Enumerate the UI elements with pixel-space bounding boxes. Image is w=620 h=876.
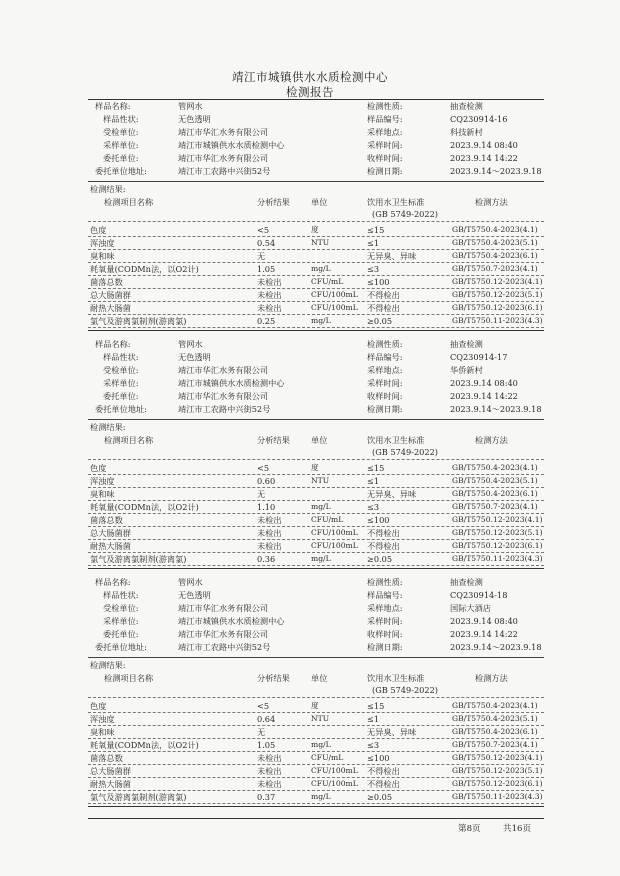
value-sampling-place: 国际大酒店 — [450, 603, 491, 613]
cell-result: 1.10 — [257, 502, 276, 512]
label-sampling-time: 采样时间: — [367, 378, 403, 388]
org-title: 靖江市城镇供水水质检测中心 — [232, 70, 388, 84]
cell-unit: CFU/100mL — [311, 303, 358, 312]
cell-unit: CFU/mL — [311, 753, 344, 762]
cell-standard: ≤1 — [367, 238, 380, 248]
row-rule — [88, 275, 544, 276]
label-sampling-place: 采样地点: — [367, 127, 403, 137]
cell-method: GB/T5750.11-2023(4.3) — [452, 792, 543, 801]
label-sampling-time: 采样时间: — [367, 140, 403, 150]
value-sampling-time: 2023.9.14 08:40 — [450, 140, 518, 150]
cell-unit: mg/L — [311, 502, 331, 511]
cell-unit: CFU/mL — [311, 277, 344, 286]
value-sampling-place: 科技新村 — [450, 127, 483, 137]
cell-method: GB/T5750.7-2023(4.1) — [452, 740, 538, 749]
cell-unit: 度 — [311, 701, 319, 710]
value-sampling-unit: 靖江市城镇供水水质检测中心 — [178, 616, 285, 626]
row-rule — [88, 314, 544, 315]
label-client-unit: 受检单位: — [103, 365, 139, 375]
section-end-rule — [88, 330, 544, 331]
value-test-nature: 抽查检测 — [450, 101, 483, 111]
col-header-result: 分析结果 — [257, 435, 290, 445]
label-test-date: 检测日期: — [367, 166, 403, 176]
col-header-item: 检测项目名称 — [104, 197, 154, 207]
section-end-rule — [88, 806, 544, 807]
cell-standard: ≤100 — [367, 515, 390, 525]
label-test-nature: 检测性质: — [367, 339, 403, 349]
cell-method: GB/T5750.4-2023(5.1) — [452, 476, 538, 485]
col-header-method: 检测方法 — [475, 673, 508, 683]
cell-result: 0.36 — [257, 554, 276, 564]
row-rule — [88, 487, 544, 488]
cell-result: <5 — [257, 463, 270, 473]
label-sampling-unit: 采样单位: — [103, 616, 139, 626]
cell-standard: ≤1 — [367, 476, 380, 486]
col-header-standard: 饮用水卫生标准 — [367, 197, 425, 207]
cell-result: 未检出 — [257, 290, 282, 300]
cell-method: GB/T5750.12-2023(6.1) — [452, 779, 543, 788]
cell-standard: 不得检出 — [367, 766, 400, 776]
cell-unit: CFU/100mL — [311, 766, 358, 775]
results-label: 检测结果: — [90, 660, 126, 670]
col-header-standard: 饮用水卫生标准 — [367, 435, 425, 445]
col-header-unit: 单位 — [311, 197, 328, 207]
cell-item: 臭和味 — [90, 251, 115, 261]
cell-item: 耗氧量(CODMn法，以O2计) — [90, 740, 199, 750]
value-sample-name: 管网水 — [178, 101, 203, 111]
col-header-standard-sub: (GB 5749-2022) — [372, 209, 438, 219]
label-entrust-address: 委托单位地址: — [95, 642, 147, 652]
cell-unit: 度 — [311, 463, 319, 472]
page-number: 第8页 — [458, 824, 481, 834]
row-rule — [88, 777, 544, 778]
col-header-method: 检测方法 — [475, 435, 508, 445]
cell-item: 浑浊度 — [90, 476, 115, 486]
cell-standard: 无异臭、异味 — [367, 251, 417, 261]
cell-result: 无 — [257, 251, 266, 261]
cell-unit: mg/L — [311, 554, 331, 563]
report-title: 检测报告 — [286, 85, 334, 99]
label-sample-property: 样品性状: — [103, 114, 139, 124]
cell-item: 氯气及游离氯制剂(游离氯) — [90, 316, 187, 326]
value-test-nature: 抽查检测 — [450, 339, 483, 349]
cell-result: 未检出 — [257, 277, 282, 287]
label-sampling-place: 采样地点: — [367, 365, 403, 375]
label-test-date: 检测日期: — [367, 404, 403, 414]
value-client-unit: 靖江市华汇水务有限公司 — [178, 365, 269, 375]
col-header-standard-sub: (GB 5749-2022) — [372, 685, 438, 695]
cell-unit: CFU/100mL — [311, 290, 358, 299]
cell-standard: 不得检出 — [367, 541, 400, 551]
cell-standard: 不得检出 — [367, 528, 400, 538]
cell-result: <5 — [257, 225, 270, 235]
cell-item: 总大肠菌群 — [90, 290, 131, 300]
cell-result: 0.37 — [257, 792, 276, 802]
value-receive-time: 2023.9.14 14:22 — [450, 629, 518, 639]
cell-standard: ≤100 — [367, 277, 390, 287]
cell-unit: CFU/100mL — [311, 779, 358, 788]
cell-result: 0.60 — [257, 476, 276, 486]
cell-method: GB/T5750.4-2023(4.1) — [452, 463, 538, 472]
label-sample-name: 样品名称: — [95, 101, 131, 111]
cell-result: 0.54 — [257, 238, 276, 248]
cell-method: GB/T5750.4-2023(6.1) — [452, 727, 538, 736]
cell-method: GB/T5750.4-2023(6.1) — [452, 251, 538, 260]
cell-method: GB/T5750.12-2023(6.1) — [452, 541, 543, 550]
cell-item: 菌落总数 — [90, 753, 123, 763]
cell-standard: ≥0.05 — [367, 554, 393, 564]
cell-result: 未检出 — [257, 528, 282, 538]
row-rule — [88, 565, 544, 566]
label-sample-no: 样品编号: — [367, 114, 403, 124]
label-test-nature: 检测性质: — [367, 101, 403, 111]
col-header-result: 分析结果 — [257, 197, 290, 207]
col-header-standard-sub: (GB 5749-2022) — [372, 447, 438, 457]
cell-method: GB/T5750.4-2023(5.1) — [452, 238, 538, 247]
cell-method: GB/T5750.12-2023(4.1) — [452, 515, 543, 524]
value-entrust-unit: 靖江市华汇水务有限公司 — [178, 629, 269, 639]
row-rule — [88, 751, 544, 752]
value-sample-no: CQ230914-16 — [450, 114, 508, 124]
section-end-rule — [88, 568, 544, 569]
cell-result: <5 — [257, 701, 270, 711]
cell-result: 未检出 — [257, 753, 282, 763]
row-rule — [88, 712, 544, 713]
label-test-date: 检测日期: — [367, 642, 403, 652]
label-sample-property: 样品性状: — [103, 352, 139, 362]
col-header-unit: 单位 — [311, 673, 328, 683]
value-sample-no: CQ230914-18 — [450, 590, 508, 600]
col-header-result: 分析结果 — [257, 673, 290, 683]
label-sampling-place: 采样地点: — [367, 603, 403, 613]
label-sample-name: 样品名称: — [95, 339, 131, 349]
table-header-rule — [88, 221, 544, 222]
cell-item: 耐热大肠菌 — [90, 303, 131, 313]
label-client-unit: 受检单位: — [103, 127, 139, 137]
cell-result: 无 — [257, 489, 266, 499]
value-sampling-unit: 靖江市城镇供水水质检测中心 — [178, 378, 285, 388]
row-rule — [88, 249, 544, 250]
row-rule — [88, 526, 544, 527]
cell-method: GB/T5750.11-2023(4.3) — [452, 554, 543, 563]
row-rule — [88, 500, 544, 501]
cell-item: 浑浊度 — [90, 714, 115, 724]
header-rule — [88, 99, 544, 100]
cell-method: GB/T5750.4-2023(4.1) — [452, 701, 538, 710]
value-test-date: 2023.9.14～2023.9.18 — [450, 642, 542, 652]
cell-unit: NTU — [311, 714, 330, 723]
cell-method: GB/T5750.12-2023(4.1) — [452, 753, 543, 762]
value-receive-time: 2023.9.14 14:22 — [450, 153, 518, 163]
cell-result: 0.64 — [257, 714, 276, 724]
cell-standard: ≤3 — [367, 264, 380, 274]
cell-item: 氯气及游离氯制剂(游离氯) — [90, 792, 187, 802]
row-rule — [88, 474, 544, 475]
cell-result: 未检出 — [257, 515, 282, 525]
value-test-date: 2023.9.14～2023.9.18 — [450, 404, 542, 414]
value-sample-property: 无色透明 — [178, 590, 211, 600]
footer-rule — [88, 818, 544, 819]
row-rule — [88, 552, 544, 553]
cell-standard: ≤3 — [367, 502, 380, 512]
cell-standard: 无异臭、异味 — [367, 727, 417, 737]
info-rule — [88, 181, 544, 182]
cell-result: 未检出 — [257, 303, 282, 313]
row-rule — [88, 738, 544, 739]
row-rule — [88, 764, 544, 765]
label-entrust-address: 委托单位地址: — [95, 404, 147, 414]
cell-standard: 不得检出 — [367, 303, 400, 313]
label-entrust-unit: 委托单位: — [103, 153, 139, 163]
label-receive-time: 收样时间: — [367, 391, 403, 401]
cell-item: 色度 — [90, 463, 107, 473]
row-rule — [88, 236, 544, 237]
cell-unit: CFU/100mL — [311, 541, 358, 550]
label-receive-time: 收样时间: — [367, 629, 403, 639]
value-sample-property: 无色透明 — [178, 352, 211, 362]
cell-method: GB/T5750.12-2023(5.1) — [452, 766, 543, 775]
cell-item: 总大肠菌群 — [90, 528, 131, 538]
cell-standard: ≥0.05 — [367, 316, 393, 326]
page-total: 共16页 — [503, 824, 532, 834]
label-sampling-unit: 采样单位: — [103, 378, 139, 388]
label-receive-time: 收样时间: — [367, 153, 403, 163]
col-header-method: 检测方法 — [475, 197, 508, 207]
value-receive-time: 2023.9.14 14:22 — [450, 391, 518, 401]
row-rule — [88, 803, 544, 804]
value-entrust-address: 靖江市工农路中兴街52号 — [178, 642, 271, 652]
cell-result: 0.25 — [257, 316, 276, 326]
row-rule — [88, 790, 544, 791]
cell-method: GB/T5750.4-2023(4.1) — [452, 225, 538, 234]
cell-item: 浑浊度 — [90, 238, 115, 248]
value-sample-name: 管网水 — [178, 339, 203, 349]
cell-unit: NTU — [311, 476, 330, 485]
label-sampling-time: 采样时间: — [367, 616, 403, 626]
cell-item: 耗氧量(CODMn法，以O2计) — [90, 502, 199, 512]
cell-standard: ≤15 — [367, 225, 385, 235]
cell-result: 无 — [257, 727, 266, 737]
cell-standard: ≤3 — [367, 740, 380, 750]
cell-item: 耐热大肠菌 — [90, 779, 131, 789]
cell-standard: ≤15 — [367, 463, 385, 473]
label-entrust-unit: 委托单位: — [103, 391, 139, 401]
cell-method: GB/T5750.12-2023(5.1) — [452, 290, 543, 299]
value-client-unit: 靖江市华汇水务有限公司 — [178, 127, 269, 137]
label-sample-property: 样品性状: — [103, 590, 139, 600]
cell-result: 1.05 — [257, 264, 276, 274]
row-rule — [88, 513, 544, 514]
value-sampling-time: 2023.9.14 08:40 — [450, 616, 518, 626]
cell-item: 氯气及游离氯制剂(游离氯) — [90, 554, 187, 564]
cell-standard: ≤1 — [367, 714, 380, 724]
cell-item: 菌落总数 — [90, 277, 123, 287]
cell-item: 耐热大肠菌 — [90, 541, 131, 551]
cell-standard: ≤100 — [367, 753, 390, 763]
value-entrust-address: 靖江市工农路中兴街52号 — [178, 404, 271, 414]
cell-unit: mg/L — [311, 316, 331, 325]
cell-unit: mg/L — [311, 264, 331, 273]
cell-method: GB/T5750.12-2023(4.1) — [452, 277, 543, 286]
row-rule — [88, 725, 544, 726]
col-header-item: 检测项目名称 — [104, 435, 154, 445]
info-rule — [88, 657, 544, 658]
cell-method: GB/T5750.12-2023(5.1) — [452, 528, 543, 537]
label-sample-no: 样品编号: — [367, 352, 403, 362]
cell-result: 未检出 — [257, 779, 282, 789]
value-test-nature: 抽查检测 — [450, 577, 483, 587]
cell-item: 色度 — [90, 225, 107, 235]
cell-item: 臭和味 — [90, 489, 115, 499]
cell-standard: 不得检出 — [367, 290, 400, 300]
cell-method: GB/T5750.11-2023(4.3) — [452, 316, 543, 325]
results-label: 检测结果: — [90, 184, 126, 194]
cell-result: 1.05 — [257, 740, 276, 750]
label-sampling-unit: 采样单位: — [103, 140, 139, 150]
cell-unit: 度 — [311, 225, 319, 234]
table-header-rule — [88, 697, 544, 698]
label-sample-no: 样品编号: — [367, 590, 403, 600]
label-test-nature: 检测性质: — [367, 577, 403, 587]
cell-item: 臭和味 — [90, 727, 115, 737]
table-header-rule — [88, 459, 544, 460]
row-rule — [88, 327, 544, 328]
col-header-standard: 饮用水卫生标准 — [367, 673, 425, 683]
cell-method: GB/T5750.7-2023(4.1) — [452, 502, 538, 511]
value-sample-name: 管网水 — [178, 577, 203, 587]
label-client-unit: 受检单位: — [103, 603, 139, 613]
row-rule — [88, 288, 544, 289]
value-test-date: 2023.9.14～2023.9.18 — [450, 166, 542, 176]
cell-unit: CFU/mL — [311, 515, 344, 524]
value-sampling-unit: 靖江市城镇供水水质检测中心 — [178, 140, 285, 150]
cell-item: 总大肠菌群 — [90, 766, 131, 776]
info-rule — [88, 419, 544, 420]
value-sampling-time: 2023.9.14 08:40 — [450, 378, 518, 388]
row-rule — [88, 301, 544, 302]
row-rule — [88, 539, 544, 540]
cell-item: 色度 — [90, 701, 107, 711]
cell-result: 未检出 — [257, 766, 282, 776]
cell-method: GB/T5750.12-2023(6.1) — [452, 303, 543, 312]
cell-standard: 无异臭、异味 — [367, 489, 417, 499]
label-sample-name: 样品名称: — [95, 577, 131, 587]
value-entrust-unit: 靖江市华汇水务有限公司 — [178, 391, 269, 401]
cell-item: 耗氧量(CODMn法，以O2计) — [90, 264, 199, 274]
value-sampling-place: 华侨新村 — [450, 365, 483, 375]
value-entrust-address: 靖江市工农路中兴街52号 — [178, 166, 271, 176]
cell-result: 未检出 — [257, 541, 282, 551]
row-rule — [88, 262, 544, 263]
value-sample-no: CQ230914-17 — [450, 352, 508, 362]
cell-method: GB/T5750.7-2023(4.1) — [452, 264, 538, 273]
cell-standard: ≤15 — [367, 701, 385, 711]
col-header-unit: 单位 — [311, 435, 328, 445]
col-header-item: 检测项目名称 — [104, 673, 154, 683]
cell-unit: mg/L — [311, 740, 331, 749]
results-label: 检测结果: — [90, 422, 126, 432]
cell-standard: ≥0.05 — [367, 792, 393, 802]
cell-unit: mg/L — [311, 792, 331, 801]
cell-item: 菌落总数 — [90, 515, 123, 525]
value-entrust-unit: 靖江市华汇水务有限公司 — [178, 153, 269, 163]
cell-method: GB/T5750.4-2023(6.1) — [452, 489, 538, 498]
label-entrust-unit: 委托单位: — [103, 629, 139, 639]
label-entrust-address: 委托单位地址: — [95, 166, 147, 176]
cell-unit: CFU/100mL — [311, 528, 358, 537]
cell-standard: 不得检出 — [367, 779, 400, 789]
value-client-unit: 靖江市华汇水务有限公司 — [178, 603, 269, 613]
cell-method: GB/T5750.4-2023(5.1) — [452, 714, 538, 723]
cell-unit: NTU — [311, 238, 330, 247]
value-sample-property: 无色透明 — [178, 114, 211, 124]
